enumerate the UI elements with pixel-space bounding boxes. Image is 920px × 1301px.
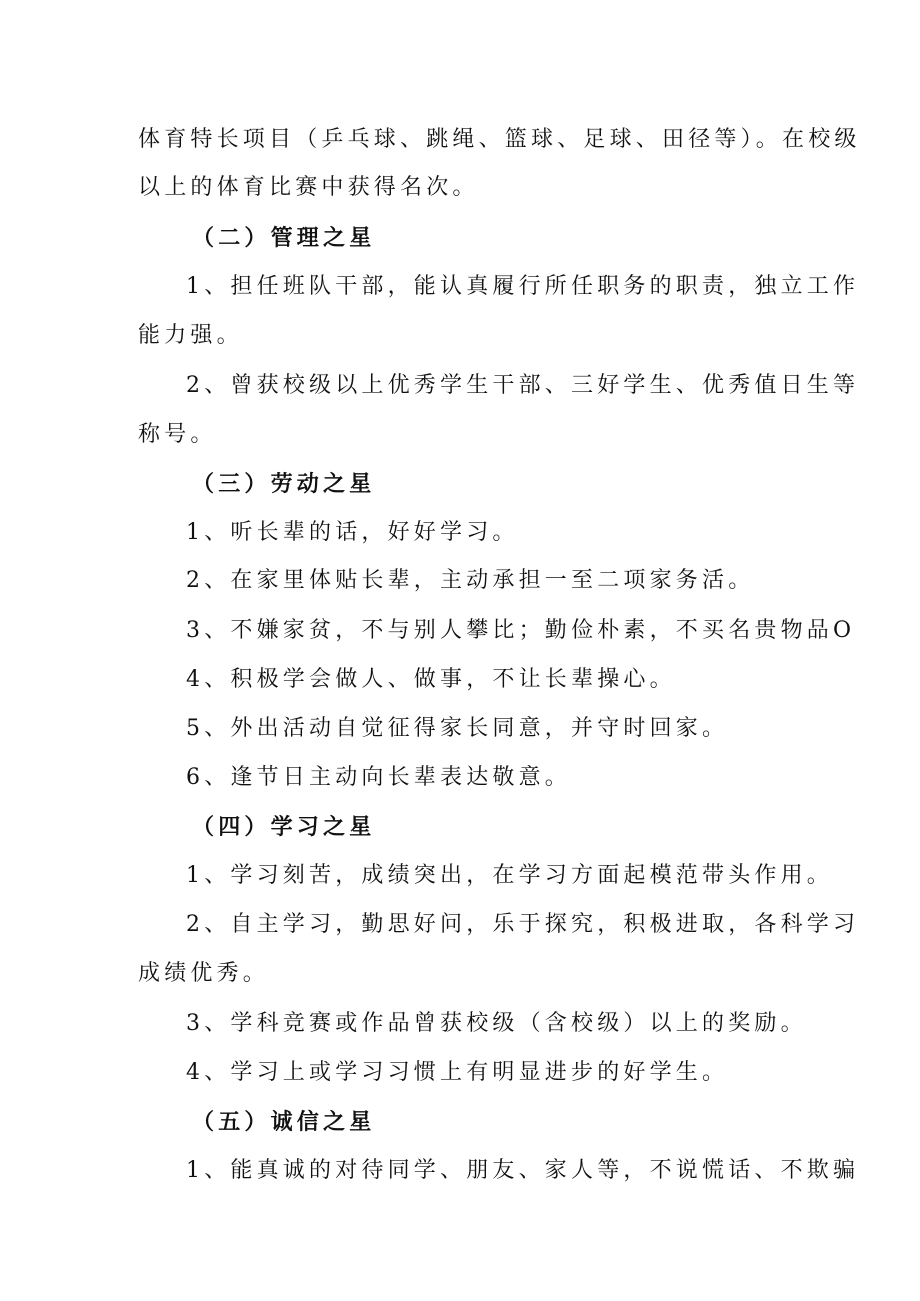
list-item: 2、自主学习，勤思好问，乐于探究，积极进取，各科学习 [186, 912, 860, 937]
section-heading-management: （二）管理之星 [192, 225, 376, 251]
text-line: 以上的体育比赛中获得名次。 [138, 175, 479, 200]
list-item: 1、能真诚的对待同学、朋友、家人等，不说慌话、不欺骗 [186, 1158, 860, 1183]
list-item: 6、逢节日主动向长辈表达敬意。 [186, 765, 571, 790]
text-line: 体育特长项目（乒乓球、跳绳、篮球、足球、田径等）。在校级 [138, 127, 861, 152]
list-item-continuation: 称号。 [138, 422, 217, 447]
section-heading-integrity: （五）诚信之星 [192, 1109, 376, 1135]
list-item-continuation: 成绩优秀。 [138, 961, 270, 986]
list-item: 2、在家里体贴长辈，主动承担一至二项家务活。 [186, 568, 755, 593]
list-item: 3、学科竞赛或作品曾获校级（含校级）以上的奖励。 [186, 1011, 807, 1036]
section-heading-study: （四）学习之星 [192, 814, 376, 840]
list-item: 1、学习刻苦，成绩突出，在学习方面起模范带头作用。 [186, 863, 833, 888]
list-item: 2、曾获校级以上优秀学生干部、三好学生、优秀值日生等 [186, 373, 860, 398]
section-heading-labor: （三）劳动之星 [192, 471, 376, 497]
list-item: 3、不嫌家贫，不与别人攀比；勤俭朴素，不买名贵物品O [186, 618, 856, 643]
list-item: 1、担任班队干部，能认真履行所任职务的职责，独立工作 [186, 274, 860, 299]
list-item: 4、学习上或学习习惯上有明显进步的好学生。 [186, 1060, 729, 1085]
list-item: 1、听长辈的话，好好学习。 [186, 520, 519, 545]
list-item: 4、积极学会做人、做事，不让长辈操心。 [186, 667, 676, 692]
list-item: 5、外出活动自觉征得家长同意，并守时回家。 [186, 716, 729, 741]
list-item-continuation: 能力强。 [138, 323, 243, 348]
